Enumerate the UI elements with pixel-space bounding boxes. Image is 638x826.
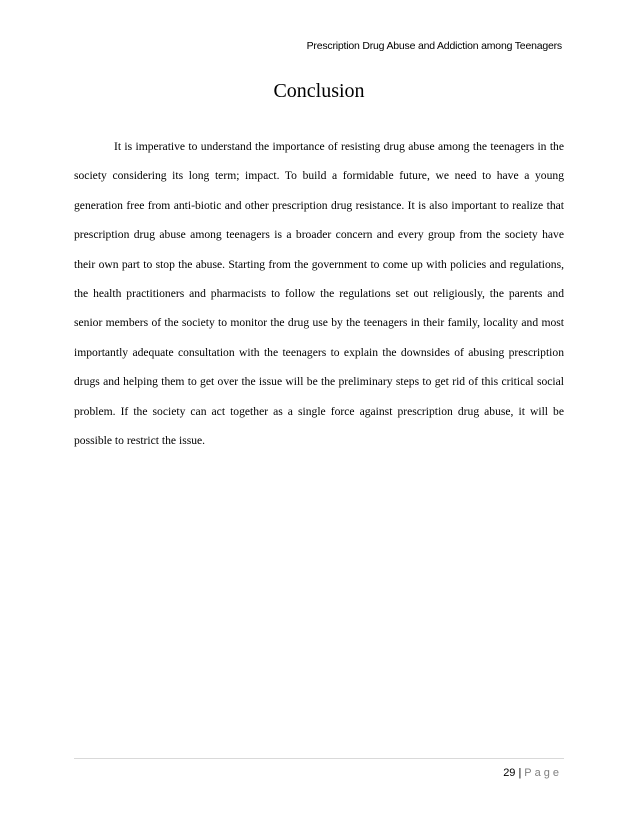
footer-separator: | — [518, 767, 522, 779]
page-number: 29 — [503, 767, 516, 779]
page-footer — [503, 767, 562, 779]
footer-divider — [74, 758, 564, 759]
page-label: Page — [524, 767, 562, 779]
conclusion-paragraph: It is imperative to understand the importance of resisting drug abuse among the teenagers in the society considering its long term; impact. To build a formidable future, we need to have a young generation free from anti-biotic and other prescription drug resistance. It is also important to realize that prescription drug abuse among teenagers is a broader concern and every group from the society have their own part to stop the abuse. Starting from the government to come up with policies and regulations, the health practitioners and pharmacists to follow the regulations set out religiously, the parents and senior members of the society to monitor the drug use by the teenagers in their family, locality and most importantly adequate consultation with the teenagers to explain the downsides of abusing prescription drugs and helping them to get over the issue will be the preliminary steps to get rid of this critical social problem. If the society can act together as a single force against prescription drug abuse, it will be possible to restrict the issue. — [74, 140, 564, 448]
running-header: Prescription Drug Abuse and Addiction among Teenagers — [306, 40, 562, 52]
section-title: Conclusion — [273, 80, 365, 102]
